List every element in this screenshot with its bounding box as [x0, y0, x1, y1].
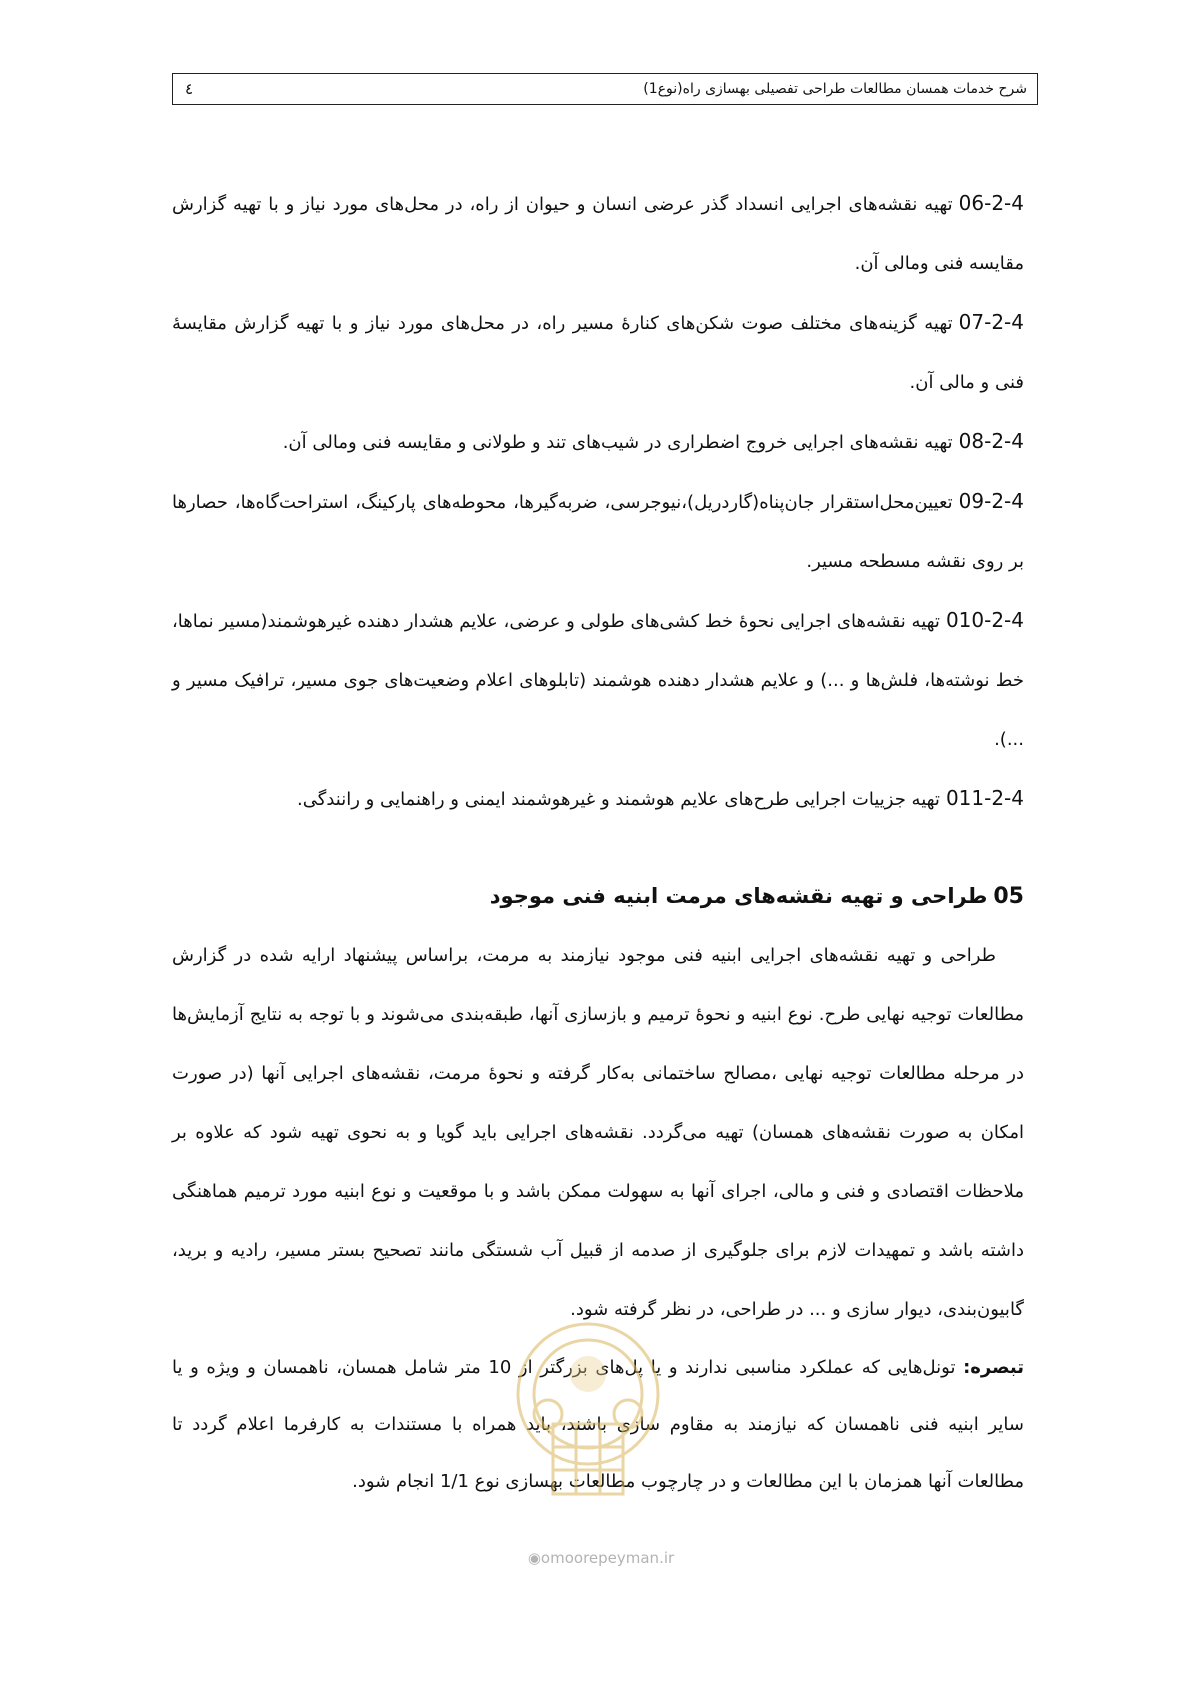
- header-title: شرح خدمات همسان مطالعات طراحی تفصیلی بهسازی راه(نوع1): [643, 81, 1027, 97]
- list-item: [172, 412, 1024, 472]
- page-number: ٤: [185, 80, 194, 98]
- list-item: [172, 293, 1024, 412]
- section-heading: [172, 875, 1024, 918]
- note-paragraph: [172, 1339, 1024, 1510]
- list-item: [172, 591, 1024, 769]
- item-code: 08-2-4: [958, 429, 1024, 453]
- item-text: تهیه گزینه‌های مختلف صوت شکن‌های کنارهٔ مسیر راه، در محل‌های مورد نیاز و با تهیه گزارش مقایسهٔ فنی و مالی آن.: [172, 313, 1024, 393]
- note-text: تونل‌هایی که عملکرد مناسبی ندارند و یا پل‌های بزرگتر از 10 متر شامل همسان، ناهمسان و ویژه و یا سایر ابنیه فنی ناهمسان که نیازمند به مقاوم سازی باشند، باید همراه با مستندات به کارفرما اعلام گردد تا مطالعات آنها همزمان با این مطالعات و در چارچوب مطالعات بهسازی نوع 1/1 انجام شود.: [172, 1357, 1024, 1492]
- item-text: تهیه نقشه‌های اجرایی نحوهٔ خط کشی‌های طولی و عرضی، علایم هشدار دهنده غیرهوشمند(مسیر نماها، خط نوشته‌ها، فلش‌ها و ...) و علایم هشدار دهنده هوشمند (تابلوهای اعلام وضعیت‌های جوی مسیر، ترافیک مسیر و ...).: [172, 611, 1024, 750]
- page-content: [172, 174, 1024, 1510]
- watermark-site-text: omoorepeyman.ir: [540, 1549, 675, 1567]
- watermark-globe-icon: ◉: [527, 1549, 541, 1567]
- section-number: 05: [993, 884, 1024, 909]
- list-item: [172, 769, 1024, 829]
- item-code: 06-2-4: [958, 191, 1024, 215]
- item-code: 09-2-4: [958, 489, 1024, 513]
- watermark-site: [501, 1549, 701, 1567]
- item-code: 010-2-4: [945, 608, 1024, 632]
- note-label: تبصره:: [963, 1357, 1024, 1378]
- list-item: [172, 472, 1024, 591]
- item-text: تهیه نقشه‌های اجرایی خروج اضطراری در شیب‌های تند و طولانی و مقایسه فنی ومالی آن.: [282, 432, 953, 453]
- item-text: تهیه نقشه‌های اجرایی انسداد گذر عرضی انسان و حیوان از راه، در محل‌های مورد نیاز و با تهیه گزارش مقایسه فنی ومالی آن.: [172, 194, 1024, 274]
- item-code: 07-2-4: [958, 310, 1024, 334]
- page-header: [172, 73, 1038, 105]
- section-body: طراحی و تهیه نقشه‌های اجرایی ابنیه فنی موجود نیازمند به مرمت، براساس پیشنهاد ارایه شده در گزارش مطالعات توجیه نهایی طرح. نوع ابنیه و نحوهٔ ترمیم و بازسازی آنها، طبقه‌بندی می‌شوند و با توجه به نتایج آزمایش‌ها در مرحله مطالعات توجیه نهایی ،مصالح ساختمانی به‌کار گرفته و نحوهٔ مرمت، نقشه‌های اجرایی آنها (در صورت امکان به صورت نقشه‌های همسان) تهیه می‌گردد. نقشه‌های اجرایی باید گویا و به نحوی تهیه شود که علاوه بر ملاحظات اقتصادی و فنی و مالی، اجرای آنها به سهولت ممکن باشد و با موقعیت و نوع ابنیه مورد ترمیم هماهنگی داشته باشد و تمهیدات لازم برای جلوگیری از صدمه از قبیل آب شستگی مانند تصحیح بستر مسیر، رادیه و برید، گابیون‌بندی، دیوار سازی و ... در طراحی، در نظر گرفته شود.: [172, 945, 1024, 1320]
- item-text: تعیین‌محل‌استقرار جان‌پناه(گاردریل)،نیوجرسی، ضربه‌گیرها، محوطه‌های پارکینگ، استراحت‌گاه‌ها، حصارها بر روی نقشه مسطحه مسیر.: [172, 492, 1024, 572]
- item-code: 011-2-4: [945, 786, 1024, 810]
- section-title: طراحی و تهیه نقشه‌های مرمت ابنیه فنی موجود: [489, 884, 988, 908]
- item-text: تهیه جزییات اجرایی طرح‌های علایم هوشمند و غیرهوشمند ایمنی و راهنمایی و رانندگی.: [297, 789, 940, 810]
- list-item: [172, 174, 1024, 293]
